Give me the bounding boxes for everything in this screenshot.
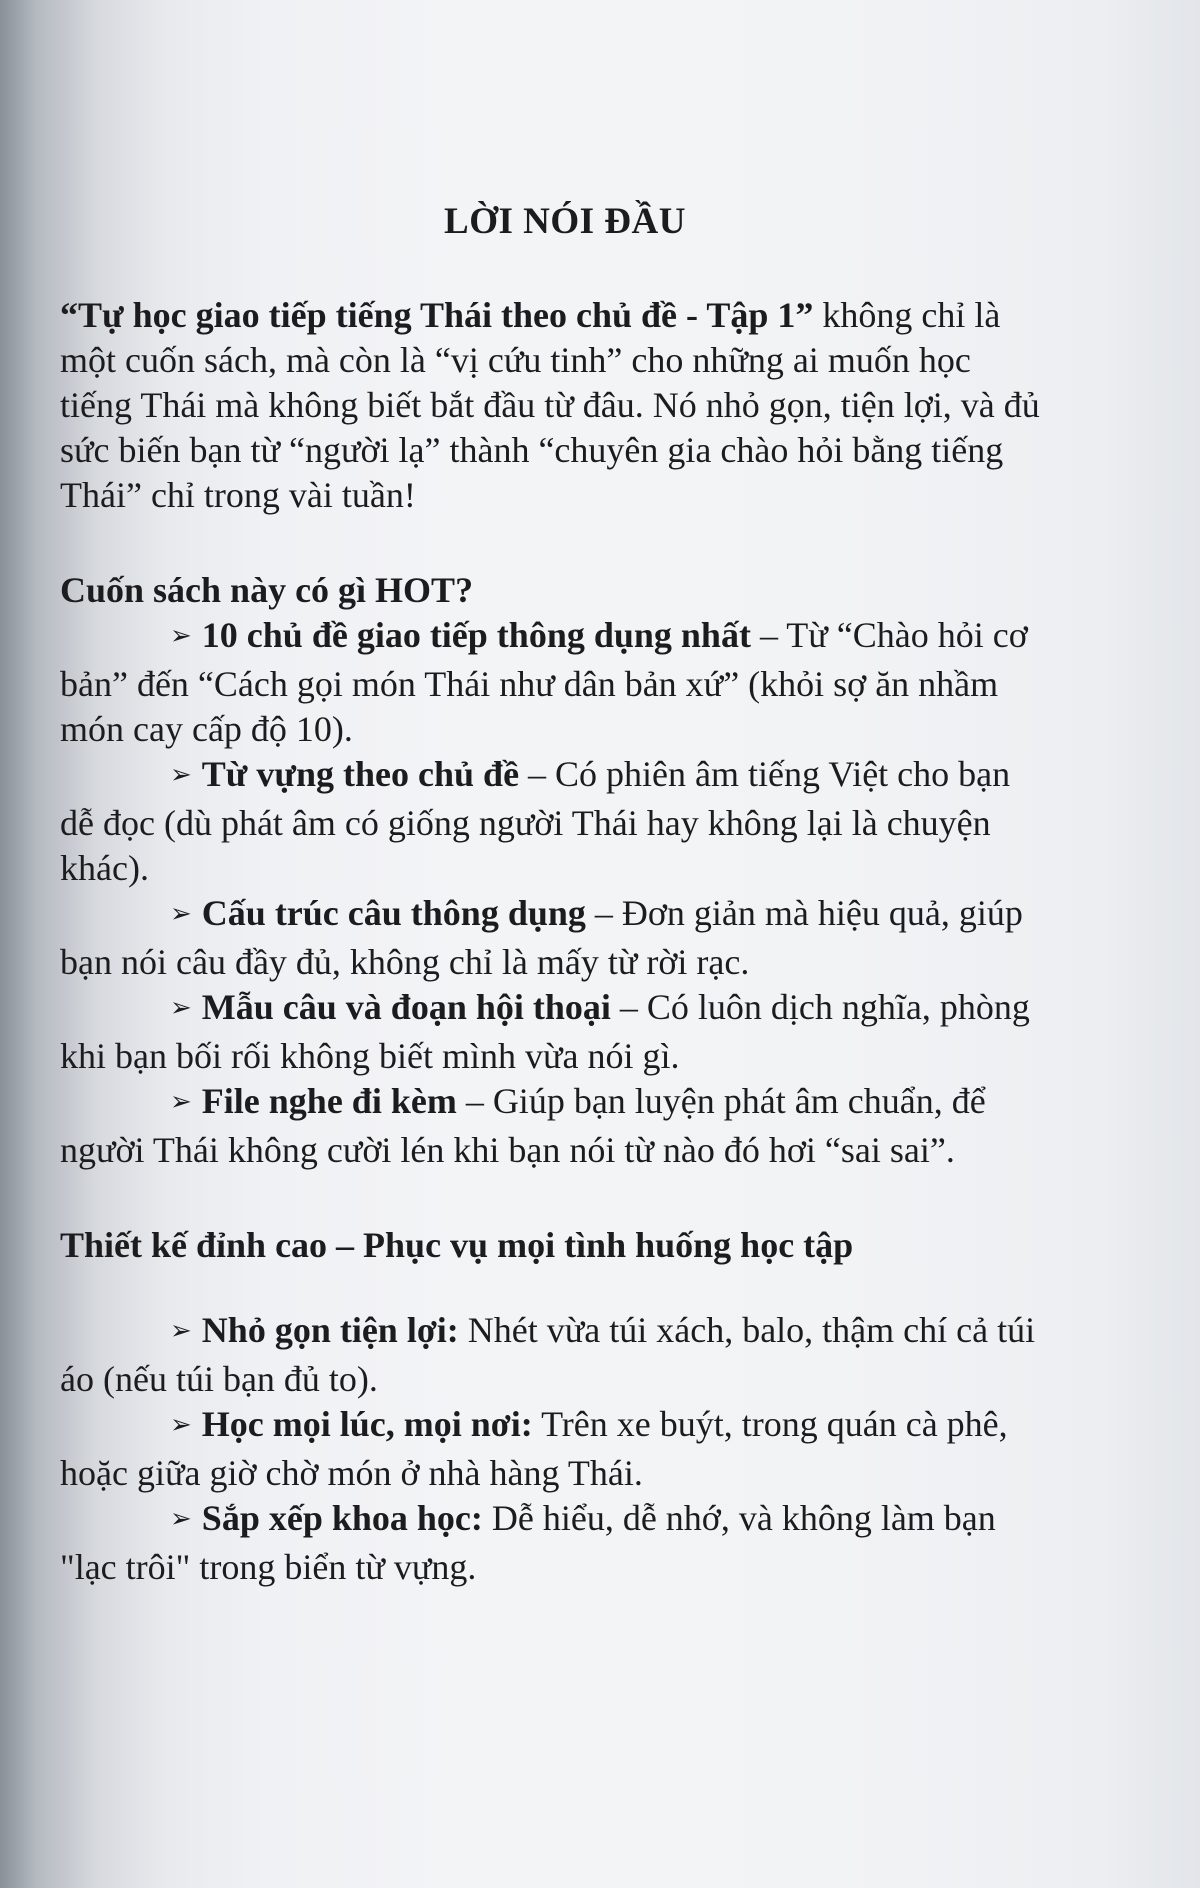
list-item-title: Nhỏ gọn tiện lợi: — [201, 1310, 459, 1350]
book-title: “Tự học giao tiếp tiếng Thái theo chủ đề - Tập 1” — [60, 295, 814, 335]
list-item-text: – Có phiên âm tiếng Việt cho bạn dễ đọc (dù phát âm có giống người Thái hay không lại là chuyện khác). — [60, 754, 1011, 888]
arrow-bullet-icon: ➢ — [170, 1316, 192, 1346]
arrow-bullet-icon: ➢ — [170, 1087, 192, 1117]
hot-features-list — [60, 613, 1050, 1173]
section-heading-hot: Cuốn sách này có gì HOT? — [60, 570, 474, 610]
list-item — [60, 1496, 1050, 1590]
list-item-title: 10 chủ đề giao tiếp thông dụng nhất — [201, 615, 751, 655]
list-item-title: Cấu trúc câu thông dụng — [201, 893, 586, 933]
list-item — [60, 1079, 1050, 1173]
arrow-bullet-icon: ➢ — [170, 993, 192, 1023]
page-title: LỜI NÓI ĐẦU — [444, 201, 686, 242]
list-item-text: Trên xe buýt, trong quán cà phê, hoặc giữa giờ chờ món ở nhà hàng Thái. — [60, 1404, 1008, 1493]
list-item-title: Từ vựng theo chủ đề — [201, 754, 520, 794]
arrow-bullet-icon: ➢ — [170, 1504, 192, 1534]
list-item — [60, 752, 1050, 891]
arrow-bullet-icon: ➢ — [170, 760, 192, 790]
list-item — [60, 891, 1050, 985]
list-item-text: – Có luôn dịch nghĩa, phòng khi bạn bối rối không biết mình vừa nói gì. — [60, 987, 1030, 1076]
list-item-text: – Đơn giản mà hiệu quả, giúp bạn nói câu đầy đủ, không chỉ là mấy từ rời rạc. — [60, 893, 1023, 982]
arrow-bullet-icon: ➢ — [170, 621, 192, 651]
list-item-title: Sắp xếp khoa học: — [201, 1498, 483, 1538]
list-item — [60, 985, 1050, 1079]
arrow-bullet-icon: ➢ — [170, 1410, 192, 1440]
intro-text: không chỉ là một cuốn sách, mà còn là “vị cứu tinh” cho những ai muốn học tiếng Thái mà không biết bắt đầu từ đâu. Nó nhỏ gọn, tiện lợi, và đủ sức biến bạn từ “người lạ” thành “chuyên gia chào hỏi bằng tiếng Thái” chỉ trong vài tuần! — [60, 295, 1040, 515]
list-item — [60, 1402, 1050, 1496]
list-item-text: Nhét vừa túi xách, balo, thậm chí cả túi áo (nếu túi bạn đủ to). — [60, 1310, 1036, 1399]
list-item-title: Mẫu câu và đoạn hội thoại — [201, 987, 611, 1027]
intro-paragraph — [60, 293, 1050, 518]
list-item-text: – Từ “Chào hỏi cơ bản” đến “Cách gọi món Thái như dân bản xứ” (khỏi sợ ăn nhầm món cay cấp độ 10). — [60, 615, 1028, 749]
design-features-list — [60, 1308, 1050, 1590]
arrow-bullet-icon: ➢ — [170, 899, 192, 929]
list-item-text: – Giúp bạn luyện phát âm chuẩn, để người Thái không cười lén khi bạn nói từ nào đó hơi “sai sai”. — [60, 1081, 986, 1170]
list-item — [60, 1308, 1050, 1402]
list-item-title: Học mọi lúc, mọi nơi: — [201, 1404, 533, 1444]
section-heading-design: Thiết kế đỉnh cao – Phục vụ mọi tình huống học tập — [60, 1225, 854, 1265]
list-item-text: Dễ hiểu, dễ nhớ, và không làm bạn "lạc trôi" trong biển từ vựng. — [60, 1498, 996, 1587]
page-content — [60, 200, 1050, 1590]
list-item-title: File nghe đi kèm — [201, 1081, 457, 1121]
list-item — [60, 613, 1050, 752]
